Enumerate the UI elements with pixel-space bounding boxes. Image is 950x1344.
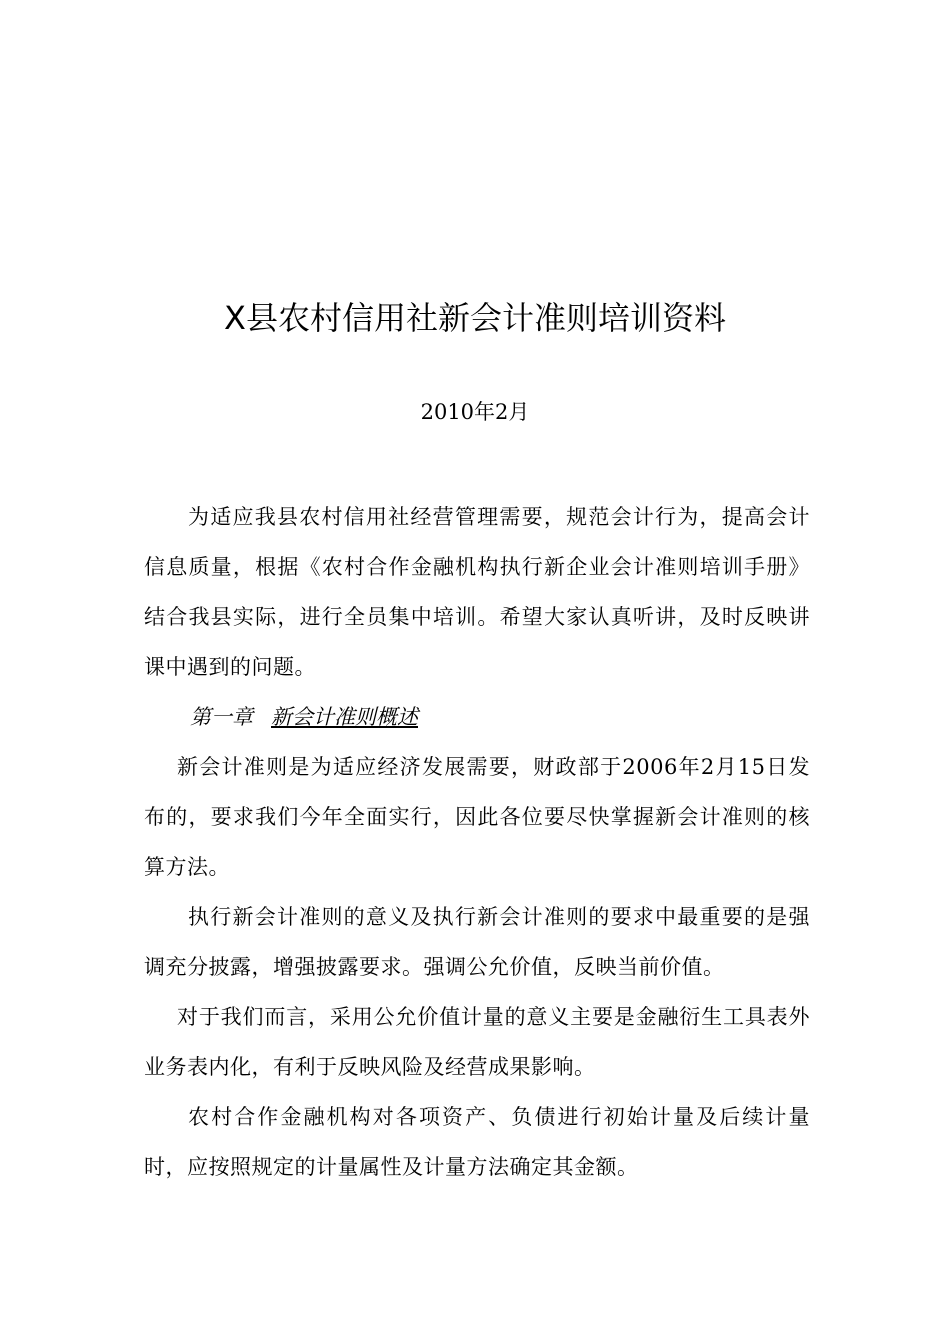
- paragraph-intro: 为适应我县农村信用社经营管理需要，规范会计行为，提高会计信息质量，根据《农村合作金融机构执行新企业会计准则培训手册》结合我县实际，进行全员集中培训。希望大家认真听讲，及时反映讲课中遇到的问题。: [144, 505, 810, 679]
- paragraph: 新会计准则是为适应经济发展需要，财政部于2006年2月15日发布的，要求我们今年全面实行，因此各位要尽快掌握新会计准则的核算方法。: [144, 755, 810, 879]
- chapter-heading: [144, 692, 810, 742]
- paragraph: 农村合作金融机构对各项资产、负债进行初始计量及后续计量时，应按照规定的计量属性及计量方法确定其金额。: [144, 1105, 810, 1179]
- paragraph: 对于我们而言，采用公允价值计量的意义主要是金融衍生工具表外业务表内化，有利于反映风险及经营成果影响。: [144, 1005, 810, 1079]
- paragraph: 执行新会计准则的意义及执行新会计准则的要求中最重要的是强调充分披露，增强披露要求。强调公允价值，反映当前价值。: [144, 905, 810, 979]
- document-date: 2010年2月: [420, 400, 530, 424]
- chapter-title: 新会计准则概述: [271, 705, 418, 729]
- chapter-number: 第一章: [190, 705, 253, 729]
- document-body: [144, 492, 810, 1192]
- document-title: X县农村信用社新会计准则培训资料: [224, 299, 726, 337]
